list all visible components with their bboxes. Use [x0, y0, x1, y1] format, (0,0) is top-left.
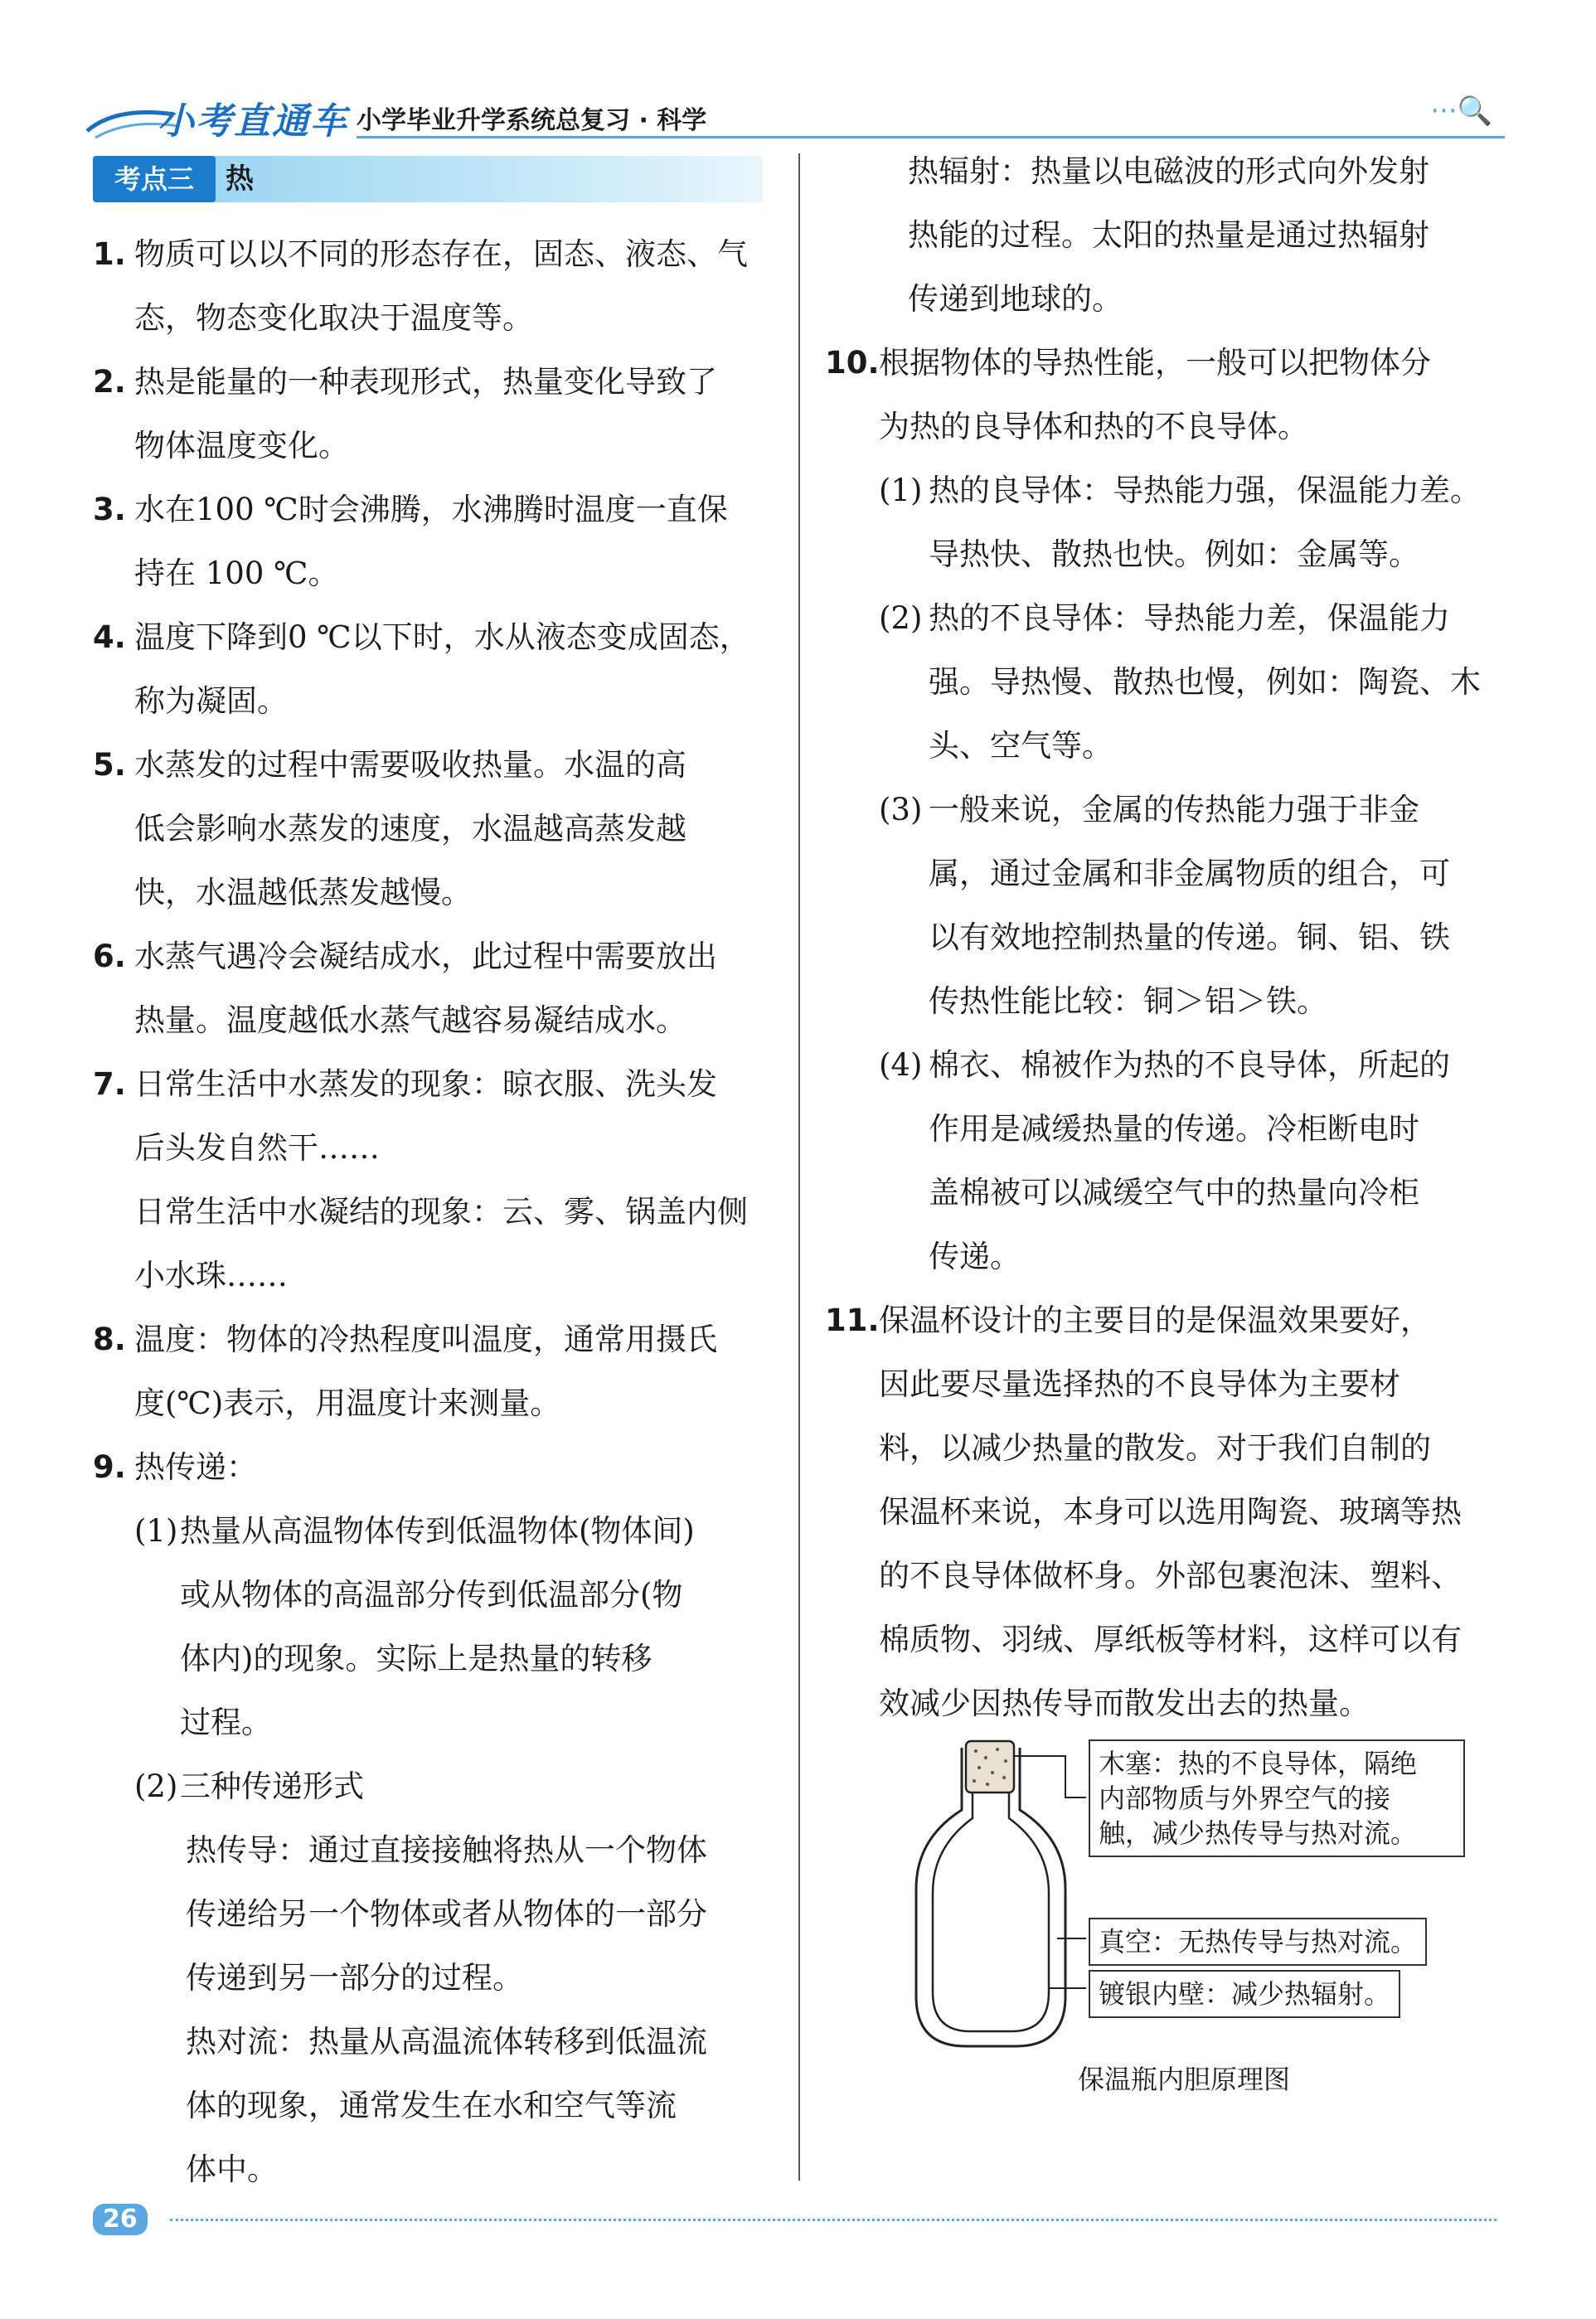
point-3: 3. 水在100 ℃时会沸腾，水沸腾时温度一直保 持在 100 ℃。 — [93, 492, 728, 591]
point-9: 9. 热传递： — [93, 1449, 257, 1485]
point-8: 8. 温度：物体的冷热程度叫温度，通常用摄氏 度(℃)表示，用温度计来测量。 — [93, 1322, 717, 1421]
column-divider — [798, 153, 800, 2181]
point-7: 7. 日常生活中水蒸发的现象：晾衣服、洗头发 后头发自然干…… 日常生活中水凝结的现象：云、雾、锅盖内侧 小水珠…… — [93, 1066, 748, 1293]
heat-conduction: 热传导：通过直接接触将热从一个物体 传递给另一个物体或者从物体的一部分 传递到另一部分的过程。 — [186, 1832, 707, 1996]
point-10-sub-1: (1) 热的良导体：导热能力强，保温能力差。 导热快、散热也快。例如：金属等。 — [879, 473, 1481, 572]
point-10-sub-3: (3) 一般来说，金属的传热能力强于非金 属，通过金属和非金属物质的组合，可 以有效地控制热量的传递。铜、铝、铁 传热性能比较：铜＞铝＞铁。 — [879, 792, 1450, 1019]
point-2: 2. 热是能量的一种表现形式，热量变化导致了 物体温度变化。 — [93, 364, 717, 463]
point-10-sub-4: (4) 棉衣、棉被作为热的不良导体，所起的 作用是减缓热量的传递。冷柜断电时 盖棉被可以减缓空气中的热量向冷柜 传递。 — [879, 1047, 1450, 1274]
point-11: 11. 保温杯设计的主要目的是保温效果要好， 因此要尽量选择热的不良导体为主要材 料，以减少热量的散发。对于我们自制的 保温杯来说，本身可以选用陶瓷、玻璃等热 的不良导体做杯身。外部包裹泡沫、塑料、 棉质物、羽绒、厚纸板等材料，这样可以有 效减少因热传导而散发出去的热量。 — [825, 1303, 1462, 1721]
label-cork: 木塞：热的不良导体，隔绝 内部物质与外界空气的接 触，减少热传导与热对流。 — [1089, 1739, 1465, 1857]
label-silver-wall: 镀银内壁：减少热辐射。 — [1089, 1970, 1400, 2018]
point-10-sub-2: (2) 热的不良导体：导热能力差，保温能力 强。导热慢、散热也慢，例如：陶瓷、木 头、空气等。 — [879, 600, 1481, 764]
point-1: 1. 物质可以以不同的形态存在，固态、液态、气 态，物态变化取决于温度等。 — [93, 236, 748, 336]
point-9-sub-1: (1) 热量从高温物体传到低温物体(物体间) 或从物体的高温部分传到低温部分(物 体内)的现象。实际上是热量的转移 过程。 — [134, 1513, 695, 1740]
thermos-diagram — [900, 1739, 1497, 2121]
point-5: 5. 水蒸发的过程中需要吸收热量。水温的高 低会影响水蒸发的速度，水温越高蒸发越 快，水温越低蒸发越慢。 — [93, 747, 686, 910]
left-column — [93, 222, 773, 2201]
section-banner — [93, 156, 763, 202]
point-9-sub-2: (2) 三种传递形式 — [134, 1768, 364, 1804]
heat-convection: 热对流：热量从高温流体转移到低温流 体的现象，通常发生在水和空气等流 体中。 — [186, 2024, 707, 2187]
header-rule — [357, 136, 1505, 138]
cork-icon — [966, 1741, 1014, 1793]
point-4: 4. 温度下降到0 ℃以下时，水从液态变成固态， 称为凝固。 — [93, 619, 750, 719]
search-icon: ···🔍 — [1430, 95, 1492, 128]
heat-radiation: 热辐射：热量以电磁波的形式向外发射 热能的过程。太阳的热量是通过热辐射 传递到地球的。 — [908, 153, 1429, 317]
logo — [83, 90, 357, 141]
logo-text: 小考直通车 — [158, 100, 348, 143]
section-tag: 考点三 — [93, 156, 216, 202]
figure-caption: 保温瓶内胆原理图 — [1078, 2064, 1291, 2095]
page-header — [83, 90, 1492, 141]
label-vacuum: 真空：无热传导与热对流。 — [1089, 1918, 1427, 1966]
book-title: 小学毕业升学系统总复习 · 科学 — [357, 106, 707, 135]
point-10: 10. 根据物体的导热性能，一般可以把物体分 为热的良导体和热的不良导体。 — [825, 345, 1431, 444]
section-title: 热 — [226, 163, 254, 196]
right-column — [825, 139, 1497, 1735]
point-6: 6. 水蒸气遇冷会凝结成水，此过程中需要放出 热量。温度越低水蒸气越容易凝结成水。 — [93, 939, 717, 1038]
footer-rule — [170, 2219, 1497, 2221]
page-footer — [83, 2204, 1492, 2237]
page-number: 26 — [93, 2204, 148, 2235]
